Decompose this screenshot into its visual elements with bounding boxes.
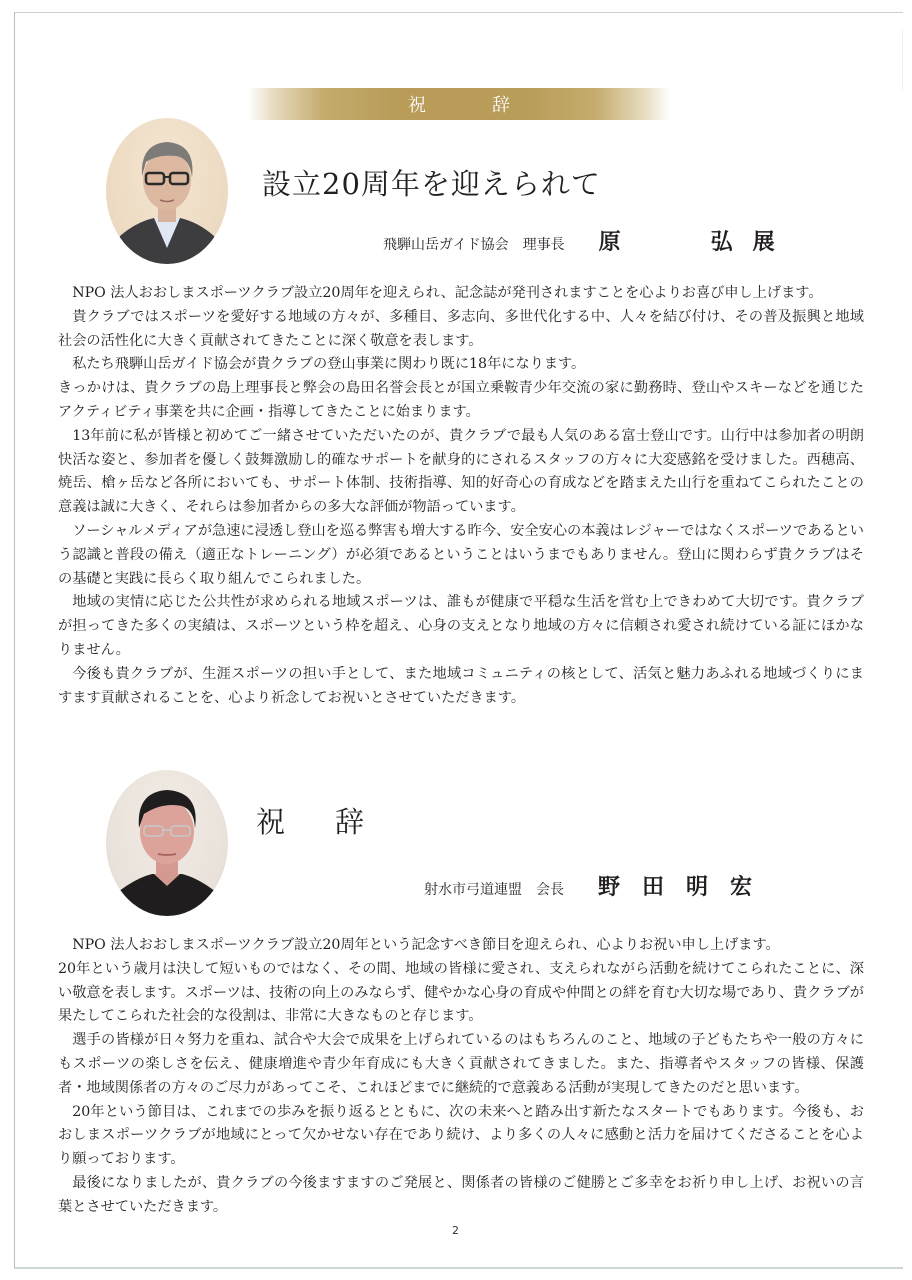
section1-signature <box>383 225 775 256</box>
signature-name <box>598 870 752 901</box>
paragraph: 地域の実情に応じた公共性が求められる地域スポーツは、誰もが健康で平穏な生活を営む上できわめて大切です。貴クラブが担ってきた多くの実績は、スポーツという枠を超え、心身の支えとなり地域の方々に信頼され愛され続けている証にほかなりません。 <box>58 594 864 658</box>
paragraph: ソーシャルメディアが急速に浸透し登山を巡る弊害も増大する昨今、安全安心の本義はレジャーではなくスポーツであるという認識と普段の備え（適正なトレーニング）が必須であるということはいうまでもありません。登山に関わらず貴クラブはその基礎と実践に長らく取り組んでこられました。 <box>58 522 864 587</box>
portrait-person-icon <box>106 118 228 264</box>
section1-body <box>58 282 864 710</box>
name-part: 原 <box>598 229 621 255</box>
section2-signature <box>424 870 752 901</box>
signature-name <box>599 225 775 256</box>
name-part: 弘 <box>710 229 733 255</box>
paragraph: 20年という歳月は決して短いものではなく、その間、地域の皆様に愛され、支えられながら活動を続けてこられたことに、深い敬意を表します。スポーツは、技術の向上のみならず、健やかな心身の育成や仲間との絆を育む大切な場であり、貴クラブが果たしてこられた社会的な役割は、非常に大きなものと存じます。 <box>58 960 864 1025</box>
paragraph: 13年前に私が皆様と初めてご一緒させていただいたのが、貴クラブで最も人気のある富士登山です。山行中は参加者の明朗快活な姿と、参加者を優しく鼓舞激励し的確なサポートを献身的にされるスタッフの方々に大変感銘を受けました。西穂高、焼岳、槍ヶ岳など各所においても、サポート体制、技術指導、知的好奇心の育成などを踏まえた山行を重ねてこられたことの意義は誠に大きく、それらは参加者からの多大な評価が物語っています。 <box>58 427 864 516</box>
portrait-person-icon <box>106 770 228 916</box>
page-edge-line <box>902 30 903 90</box>
title-char-2: 辞 <box>335 805 365 839</box>
signature-role: 理事長 <box>522 237 565 253</box>
signature-role: 会長 <box>536 882 564 898</box>
name-part: 展 <box>752 229 775 255</box>
paragraph: 最後になりましたが、貴クラブの今後ますますのご発展と、関係者の皆様のご健勝とご多幸をお祈り申し上げ、お祝いの言葉とさせていただきます。 <box>58 1174 864 1215</box>
section1-title: 設立20周年を迎えられて <box>262 167 601 201</box>
section2-body <box>58 934 864 1220</box>
name-part: 明 <box>686 874 709 900</box>
title-char-1: 祝 <box>256 805 286 839</box>
name-part: 宏 <box>730 874 753 900</box>
paragraph: 私たち飛騨山岳ガイド協会が貴クラブの登山事業に関わり既に18年になります。 <box>72 356 586 373</box>
banner-char-1: 祝 <box>408 95 426 116</box>
name-part: 野 <box>598 874 621 900</box>
header-banner <box>248 88 670 120</box>
section2-title <box>256 800 364 841</box>
paragraph: 貴クラブではスポーツを愛好する地域の方々が、多種目、多志向、多世代化する中、人々を結び付け、その普及振興と地域社会の活性化に大きく貢献されてきたことに深く敬意を表します。 <box>58 308 864 349</box>
paragraph: NPO 法人おおしまスポーツクラブ設立20周年を迎えられ、記念誌が発刊されますことを心よりお喜び申し上げます。 <box>72 285 823 301</box>
paragraph: NPO 法人おおしまスポーツクラブ設立20周年という記念すべき節目を迎えられ、心よりお祝い申し上げます。 <box>72 937 780 953</box>
banner-char-2: 辞 <box>492 95 510 116</box>
page-number: 2 <box>452 1224 459 1237</box>
paragraph: 20年という節目は、これまでの歩みを振り返るとともに、次の未来へと踏み出す新たなスタートでもあります。今後も、おおしまスポーツクラブが地域にとって欠かせない存在であり続け、より多くの人々に感動と活力を届けてくださることを心より願っております。 <box>58 1103 864 1168</box>
signature-organization: 飛騨山岳ガイド協会 <box>383 237 509 253</box>
paragraph: 今後も貴クラブが、生涯スポーツの担い手として、また地域コミュニティの核として、活気と魅力あふれる地域づくりにますます貢献されることを、心より祈念してお祝いとさせていただきます。 <box>58 665 864 706</box>
name-part: 田 <box>642 874 665 900</box>
portrait-photo-2 <box>106 770 228 916</box>
paragraph: きっかけは、貴クラブの島上理事長と弊会の島田名誉会長とが国立乗鞍青少年交流の家に勤務時、登山やスキーなどを通じたアクティビティ事業を共に企画・指導してきたことに始まります。 <box>58 380 864 420</box>
signature-organization: 射水市弓道連盟 <box>424 882 522 898</box>
portrait-photo-1 <box>106 118 228 264</box>
paragraph: 選手の皆様が日々努力を重ね、試合や大会で成果を上げられているのはもちろんのこと、地域の子どもたちや一般の方々にもスポーツの楽しさを伝え、健康増進や青少年育成にも大きく貢献されてきました。また、指導者やスタッフの皆様、保護者・地域関係者の方々のご尽力があってこそ、これほどまでに継続的で意義ある活動が実現してきたのだと思います。 <box>58 1032 864 1096</box>
